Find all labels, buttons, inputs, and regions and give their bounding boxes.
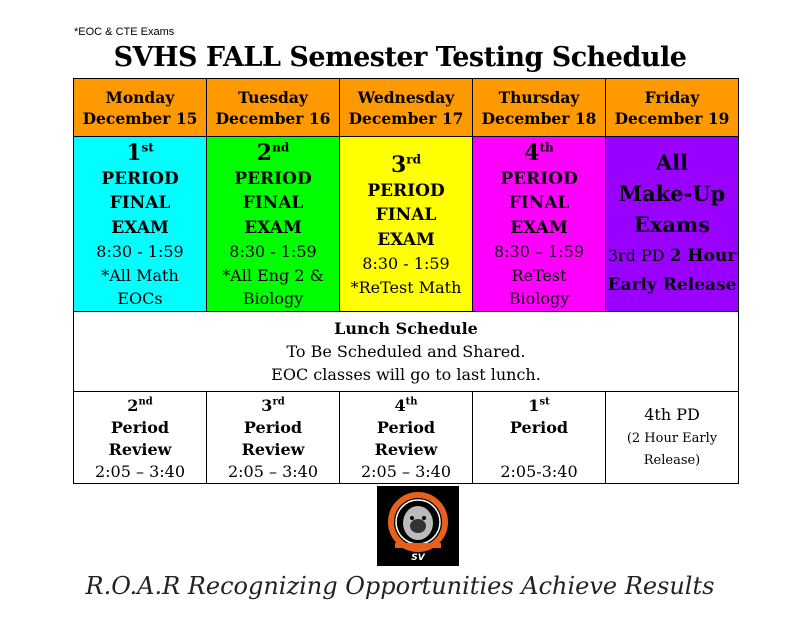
exam-row <box>74 137 739 312</box>
makeup-cell <box>606 137 739 312</box>
time: 8:30 - 1:59 <box>96 242 184 262</box>
day: Wednesday <box>357 87 455 107</box>
date: December 17 <box>348 108 464 128</box>
time: 8:30 - 1:59 <box>362 254 450 274</box>
time: 2:05 – 3:40 <box>94 462 186 482</box>
label: Period <box>243 418 303 438</box>
label: FINAL <box>109 193 171 214</box>
exam-cell <box>340 137 473 312</box>
label: EXAM <box>377 229 435 250</box>
period-num: 2 <box>256 140 273 167</box>
day-header <box>340 79 473 137</box>
note: Release) <box>643 453 701 469</box>
review-cell <box>340 391 473 483</box>
schedule-table <box>73 78 739 484</box>
day-header <box>473 79 606 137</box>
review-cell <box>606 391 739 483</box>
period-num: 1 <box>528 396 540 416</box>
time: 2:05-3:40 <box>500 462 578 482</box>
exam-cell <box>207 137 340 312</box>
period-num: 4 <box>524 140 540 167</box>
day: Thursday <box>498 87 580 107</box>
day-header <box>207 79 340 137</box>
period-num: 4 <box>394 396 406 416</box>
time: 8:30 – 1:59 <box>493 242 585 262</box>
label: PERIOD <box>101 168 179 189</box>
ordinal: rd <box>406 152 422 167</box>
header-row <box>74 79 739 137</box>
period-num: 3 <box>390 152 407 179</box>
ordinal: nd <box>138 396 153 408</box>
label: All <box>655 150 689 176</box>
note: (2 Hour Early <box>626 431 718 447</box>
day-header <box>606 79 739 137</box>
day: Tuesday <box>238 87 308 107</box>
period-num: 1 <box>126 140 142 167</box>
time: 8:30 - 1:59 <box>229 242 317 262</box>
label: Make-Up <box>618 181 726 207</box>
day: Friday <box>644 87 700 107</box>
note: *All Eng 2 & <box>222 265 324 285</box>
label: Review <box>241 440 305 460</box>
label: 4th PD <box>644 405 700 425</box>
note: EOCs <box>117 289 163 309</box>
date: December 19 <box>614 108 730 128</box>
date: December 16 <box>215 108 331 128</box>
time: 2:05 – 3:40 <box>227 462 319 482</box>
review-row <box>74 391 739 483</box>
lunch-text: EOC classes will go to last lunch. <box>271 364 541 384</box>
note: *ReTest Math <box>350 277 462 297</box>
lunch-row <box>74 311 739 391</box>
label: Review <box>374 440 438 460</box>
ordinal: st <box>141 141 154 155</box>
date: December 18 <box>481 108 597 128</box>
period-num: 3 <box>261 396 273 416</box>
ordinal: rd <box>272 396 285 408</box>
note: Early Release <box>607 275 737 296</box>
label: FINAL <box>375 205 437 226</box>
tiger-icon <box>377 486 459 566</box>
pd: 3rd PD <box>607 246 665 266</box>
note: *EOC & CTE Exams <box>74 26 175 38</box>
label: Period <box>509 418 569 438</box>
lunch-text: To Be Scheduled and Shared. <box>286 341 526 361</box>
day: Monday <box>105 87 175 107</box>
lunch-cell <box>74 311 739 391</box>
page-title: SVHS FALL Semester Testing Schedule <box>113 42 687 73</box>
label: EXAM <box>244 217 302 238</box>
label: Period <box>376 418 436 438</box>
review-cell <box>207 391 340 483</box>
day-header <box>74 79 207 137</box>
time: 2:05 – 3:40 <box>360 462 452 482</box>
date: December 15 <box>82 108 198 128</box>
ordinal: st <box>539 396 550 408</box>
note: Biology <box>508 289 570 309</box>
label: Exams <box>633 212 711 238</box>
lunch-title: Lunch Schedule <box>334 318 478 338</box>
school-logo <box>377 486 459 566</box>
ordinal: nd <box>272 141 290 155</box>
ordinal: th <box>405 396 418 408</box>
label: EXAM <box>510 217 568 238</box>
exam-cell <box>473 137 606 312</box>
review-cell <box>74 391 207 483</box>
motto: R.O.A.R Recognizing Opportunities Achieve Results <box>85 572 715 600</box>
exam-cell <box>74 137 207 312</box>
note: 2 Hour <box>669 246 737 267</box>
review-cell <box>473 391 606 483</box>
note: ReTest <box>511 265 567 285</box>
label: FINAL <box>508 193 570 214</box>
note: Biology <box>242 289 304 309</box>
label: FINAL <box>242 193 304 214</box>
label: Review <box>108 440 172 460</box>
note: *All Math <box>101 265 179 285</box>
label: PERIOD <box>500 168 578 189</box>
label: PERIOD <box>234 168 312 189</box>
label: Period <box>110 418 170 438</box>
period-num: 2 <box>127 396 139 416</box>
svg-text:SV: SV <box>411 553 425 563</box>
ordinal: th <box>539 141 554 155</box>
label: PERIOD <box>367 180 445 201</box>
label: EXAM <box>111 217 169 238</box>
